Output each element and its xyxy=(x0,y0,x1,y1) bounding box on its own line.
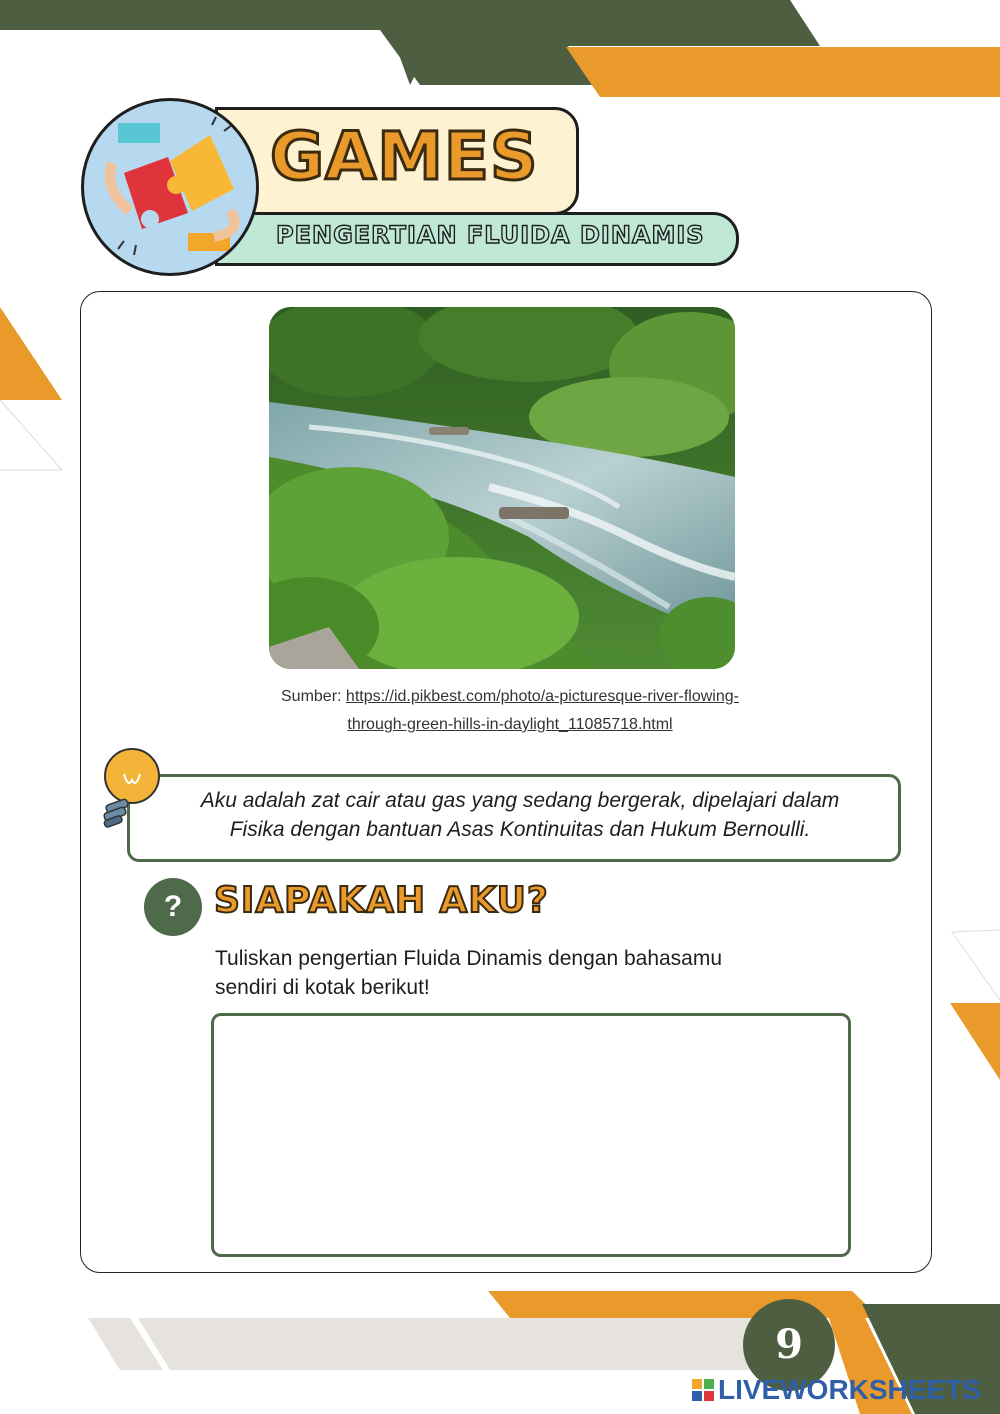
puzzle-hands-icon xyxy=(81,98,259,276)
hint-line-2: Fisika dengan bantuan Asas Kontinuitas dan Hukum Bernoulli. xyxy=(229,818,811,841)
liveworksheets-logo xyxy=(692,1374,981,1406)
liveworksheets-brand: LIVEWORKSHEETS xyxy=(718,1374,981,1405)
source-label: Sumber: xyxy=(281,688,342,705)
page-number: 9 xyxy=(743,1299,835,1391)
instruction-line-2: sendiri di kotak berikut! xyxy=(215,976,430,999)
hint-line-1: Aku adalah zat cair atau gas yang sedang bergerak, dipelajari dalam xyxy=(200,789,840,812)
hint-text xyxy=(150,786,890,844)
photo-source xyxy=(200,683,820,739)
liveworksheets-logo-icon xyxy=(692,1379,714,1401)
question-title: SIAPAKAH AKU? xyxy=(214,880,549,921)
question-mark-icon: ? xyxy=(144,878,202,936)
instruction-text xyxy=(215,944,815,1002)
answer-input[interactable] xyxy=(211,1013,851,1257)
river-photo xyxy=(269,307,735,669)
page-subtitle: PENGERTIAN FLUIDA DINAMIS xyxy=(276,221,705,249)
instruction-line-1: Tuliskan pengertian Fluida Dinamis dengan bahasamu xyxy=(215,947,723,970)
page-title: GAMES xyxy=(270,118,539,195)
source-link[interactable]: https://id.pikbest.com/photo/a-picturesque-river-flowing- xyxy=(345,688,739,705)
source-link-continued[interactable]: through-green-hills-in-daylight_11085718.html xyxy=(347,716,673,733)
